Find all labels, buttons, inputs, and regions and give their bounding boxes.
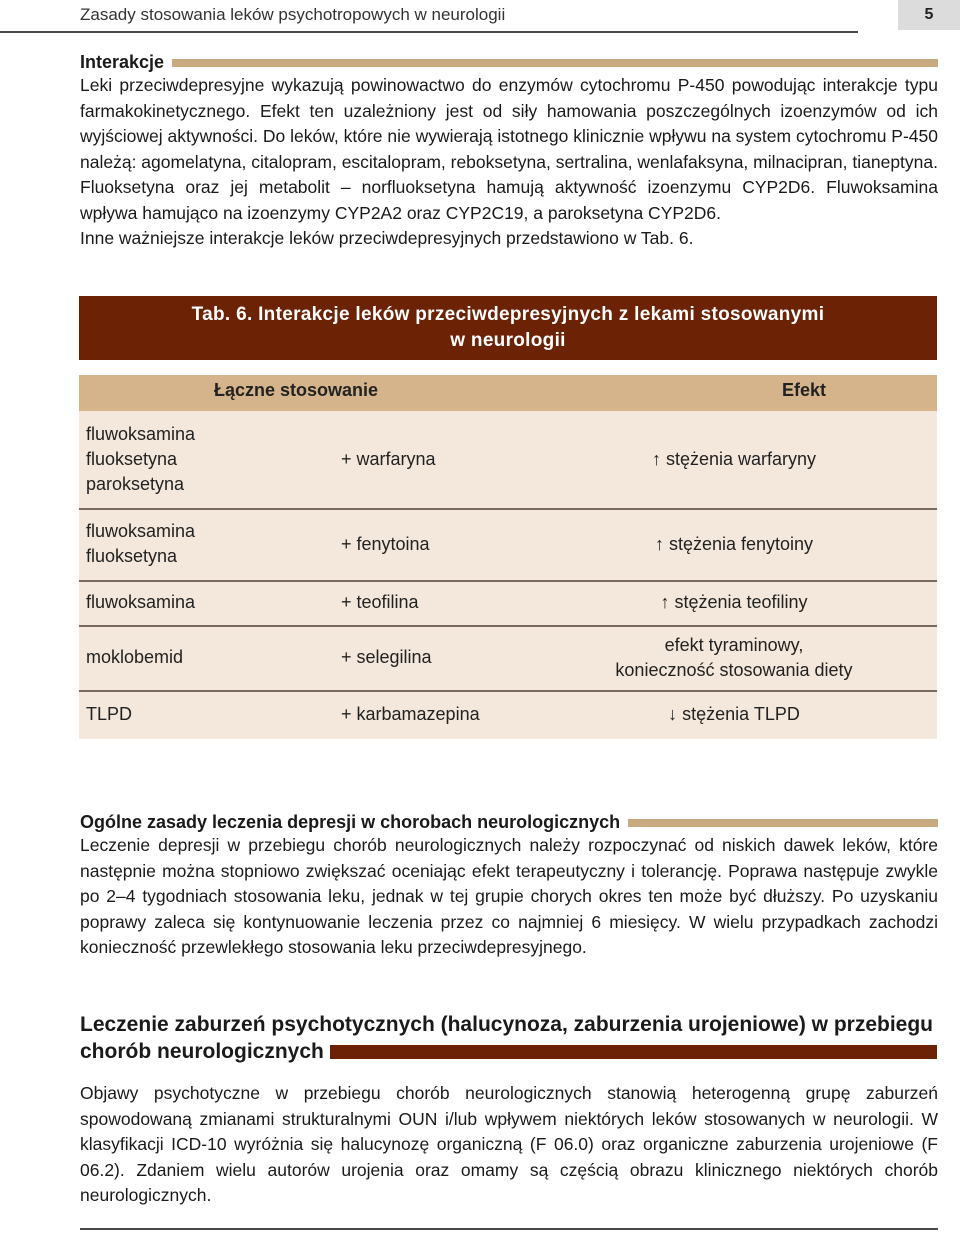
section-paragraph: Leki przeciwdepresyjne wykazują powinowactwo do enzymów cytochromu P-450 powodując interakcje typu farmakokinetycznego. Efekt ten uzależniony jest od siły hamowania poszczególnych izoenzymów od ich wyjściowej aktywności. Do leków, które nie wywierają istotnego klinicznie wpływu na system cytochromu P-450 należą: agomelatyna, citalopram, escitalopram, reboksetyna, sertralina, wenlafaksyna, milnacipran, tianeptyna. Fluoksetyna oraz jej metabolit – norfluoksetyna hamują aktywność izoenzymu CYP2D6. Fluwoksamina wpływa hamująco na izoenzymy CYP2A2 oraz CYP2C19, a paroksetyna CYP2D6. — [80, 75, 938, 223]
table-cell-effect — [584, 532, 884, 557]
arrow-up-icon: ↑ — [651, 449, 661, 469]
running-title: Zasady stosowania leków psychotropowych w neurologii — [80, 5, 506, 24]
effect-text: stężenia TLPD — [682, 704, 800, 724]
arrow-up-icon: ↑ — [654, 534, 664, 554]
column-header-combined: Łączne stosowanie — [214, 380, 379, 400]
footer-divider — [80, 1228, 938, 1230]
arrow-up-icon: ↑ — [660, 592, 670, 612]
section-paragraph: Leczenie depresji w przebiegu chorób neurologicznych należy rozpoczynać od niskich dawek leków, które następnie można stopniowo zwiększać oceniając efekt terapeutyczny i tolerancję. Poprawa następuje zwykle po 2–4 tygodniach stosowania leku, jednak w tej grupie chorych okres ten może być dłuższy. Po uzyskaniu poprawy zaleca się kontynuowanie leczenia przez co najmniej 6 miesięcy. W wielu przypadkach zachodzi konieczność przewlekłego stosowania leku przeciwdepresyjnego. — [80, 835, 938, 957]
table-cell-drugs — [86, 590, 195, 615]
section-heading-line: chorób neurologicznych — [80, 1040, 324, 1063]
table-cell-combined: + karbamazepina — [341, 704, 480, 724]
table-title-line: Tab. 6. Interakcje leków przeciwdepresyjnych z lekami stosowanymi — [191, 304, 825, 325]
header-divider — [0, 31, 858, 33]
section-heading-text: Ogólne zasady leczenia depresji w chorobach neurologicznych — [80, 812, 621, 832]
section-paragraph-last: Inne ważniejsze interakcje leków przeciwdepresyjnych przedstawiono w Tab. 6. — [80, 228, 694, 248]
section-heading-line: Leczenie zaburzeń psychotycznych (halucynoza, zaburzenia urojeniowe) w przebiegu — [80, 1013, 934, 1036]
table-title — [79, 296, 937, 360]
table-cell-combined: + selegilina — [341, 647, 432, 667]
row-divider — [79, 625, 937, 627]
section-psychotic — [80, 1011, 938, 1209]
table-cell-combined: + fenytoina — [341, 534, 430, 554]
drug-name: fluwoksamina — [86, 521, 196, 541]
table-cell-effect — [584, 447, 884, 472]
drug-name: fluwoksamina — [86, 424, 196, 444]
table-cell-combined: + warfaryna — [341, 449, 436, 469]
section-heading-text: Interakcje — [80, 52, 165, 72]
table-cell-drugs — [86, 422, 195, 497]
interactions-table — [79, 375, 937, 739]
section-interactions — [80, 52, 938, 252]
page-number: 5 — [898, 0, 960, 30]
drug-name: fluwoksamina — [86, 592, 196, 612]
table-cell-effect — [584, 633, 884, 683]
effect-text: konieczność stosowania diety — [615, 660, 853, 680]
section-heading-line-2 — [80, 1038, 938, 1065]
heading-rule — [330, 1045, 937, 1059]
drug-name: fluoksetyna — [86, 546, 178, 566]
page-header — [0, 0, 960, 34]
heading-rule — [172, 59, 938, 67]
heading-rule — [628, 819, 938, 827]
effect-text: stężenia fenytoiny — [668, 534, 814, 554]
row-divider — [79, 580, 937, 582]
drug-name: fluoksetyna — [86, 449, 178, 469]
table-cell-effect — [584, 702, 884, 727]
section-general — [80, 812, 938, 961]
row-divider — [79, 508, 937, 510]
table-cell-combined: + teofilina — [341, 592, 419, 612]
drug-name: TLPD — [86, 704, 133, 724]
effect-text: efekt tyraminowy, — [664, 635, 804, 655]
table-cell-drugs — [86, 645, 183, 670]
table-header-row — [79, 375, 937, 411]
table-cell-drugs — [86, 702, 132, 727]
row-divider — [79, 690, 937, 692]
table-cell-drugs — [86, 519, 195, 569]
section-heading — [80, 52, 938, 73]
arrow-down-icon: ↓ — [668, 704, 678, 724]
column-header-effect: Efekt — [782, 380, 827, 400]
table-cell-effect — [584, 590, 884, 615]
drug-name: paroksetyna — [86, 474, 185, 494]
effect-text: stężenia teofiliny — [674, 592, 808, 612]
effect-text: stężenia warfaryny — [665, 449, 817, 469]
section-heading — [80, 812, 938, 833]
section-paragraph: Objawy psychotyczne w przebiegu chorób neurologicznych stanowią heterogenną grupę zaburzeń spowodowaną zmianami strukturalnymi OUN i/lub wpływem niektórych leków stosowanych w neurologii. W klasyfikacji ICD-10 wyróżnia się halucynozę organiczną (F 06.0) oraz organiczne zaburzenia urojeniowe (F 06.2). Zdaniem wielu autorów urojenia oraz omamy są częścią obrazu klinicznego niektórych chorób neurologicznych. — [80, 1083, 938, 1205]
section-heading — [80, 1011, 938, 1065]
table-title-line: w neurologii — [450, 330, 566, 351]
drug-name: moklobemid — [86, 647, 184, 667]
